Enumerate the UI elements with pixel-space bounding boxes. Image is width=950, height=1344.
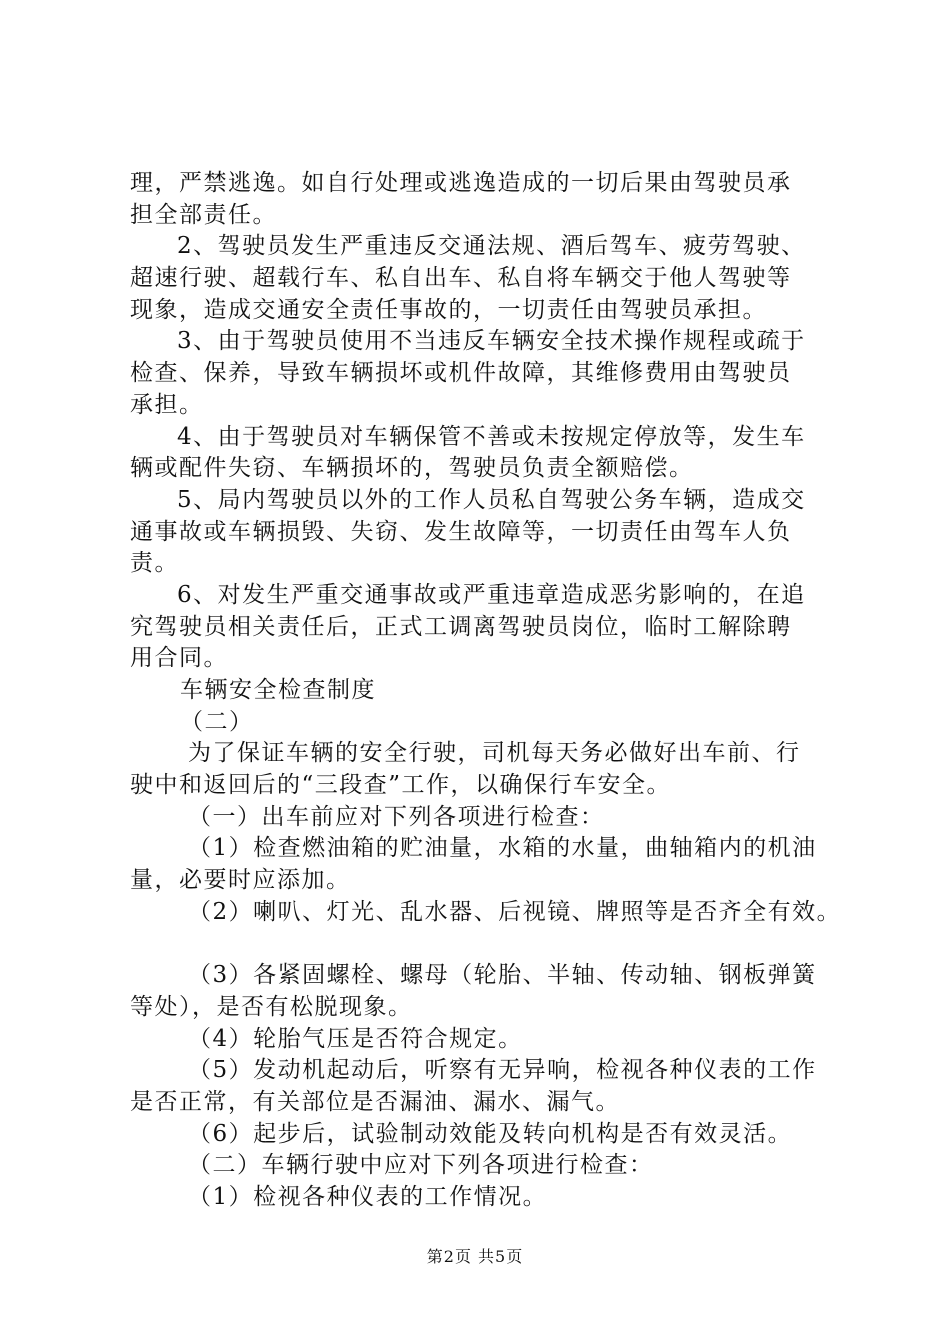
text-line: （二）车辆行驶中应对下列各项进行检查：: [188, 1152, 654, 1179]
text-line: 2、驾驶员发生严重违反交通法规、酒后驾车、疲劳驾驶、: [177, 233, 806, 260]
text-line: 担全部责任。: [130, 201, 277, 228]
text-line: 量，必要时应添加。: [130, 867, 351, 894]
text-line: （6）起步后，试验制动效能及转向机构是否有效灵活。: [188, 1120, 793, 1147]
text-line: （一）出车前应对下列各项进行检查：: [188, 803, 605, 830]
text-line: 超速行驶、超载行车、私自出车、私自将车辆交于他人驾驶等: [130, 265, 792, 292]
text-line: 责。: [130, 550, 179, 577]
page-footer: 第2页 共5页: [426, 1247, 524, 1266]
text-line: 究驾驶员相关责任后，正式工调离驾驶员岗位，临时工解除聘: [130, 613, 792, 640]
text-line: （2）喇叭、灯光、乱水器、后视镜、牌照等是否齐全有效。: [188, 898, 842, 925]
text-line: （5）发动机起动后，听察有无异响，检视各种仪表的工作: [188, 1057, 817, 1084]
text-line: 现象，造成交通安全责任事故的，一切责任由驾驶员承担。: [130, 296, 767, 323]
blank-line: [130, 929, 830, 961]
text-line: 3、由于驾驶员使用不当违反车辆安全技术操作规程或疏于: [177, 328, 806, 355]
text-line: 辆或配件失窃、车辆损坏的，驾驶员负责全额赔偿。: [130, 455, 694, 482]
text-line: 承担。: [130, 391, 204, 418]
section-heading: （二）: [180, 708, 254, 735]
document-body: [130, 168, 842, 1214]
text-line: 理，严禁逃逸。如自行处理或逃逸造成的一切后果由驾驶员承: [130, 170, 792, 196]
text-line: （1）检查燃油箱的贮油量，水箱的水量，曲轴箱内的机油: [188, 835, 817, 862]
text-line: 等处），是否有松脱现象。: [130, 993, 413, 1020]
text-line: （3）各紧固螺栓、螺母（轮胎、半轴、传动轴、钢板弹簧: [188, 962, 817, 989]
text-line: 通事故或车辆损毁、失窃、发生故障等，一切责任由驾车人负: [130, 518, 792, 545]
text-line: 5、局内驾驶员以外的工作人员私自驾驶公务车辆，造成交: [177, 486, 806, 513]
text-line: 是否正常，有关部位是否漏油、漏水、漏气。: [130, 1088, 620, 1115]
text-line: 4、由于驾驶员对车辆保管不善或未按规定停放等，发生车: [177, 423, 806, 450]
text-line: （1）检视各种仪表的工作情况。: [188, 1184, 548, 1210]
text-line: 驶中和返回后的“三段查”工作，以确保行车安全。: [130, 772, 672, 799]
text-line: 为了保证车辆的安全行驶，司机每天务必做好出车前、行: [188, 740, 801, 767]
text-line: 用合同。: [130, 645, 228, 672]
text-line: 6、对发生严重交通事故或严重违章造成恶劣影响的，在追: [177, 581, 806, 608]
text-line: （4）轮胎气压是否符合规定。: [188, 1025, 523, 1052]
text-line: 检查、保养，导致车辆损坏或机件故障，其维修费用由驾驶员: [130, 360, 792, 387]
section-heading: 车辆安全检查制度: [180, 677, 376, 703]
